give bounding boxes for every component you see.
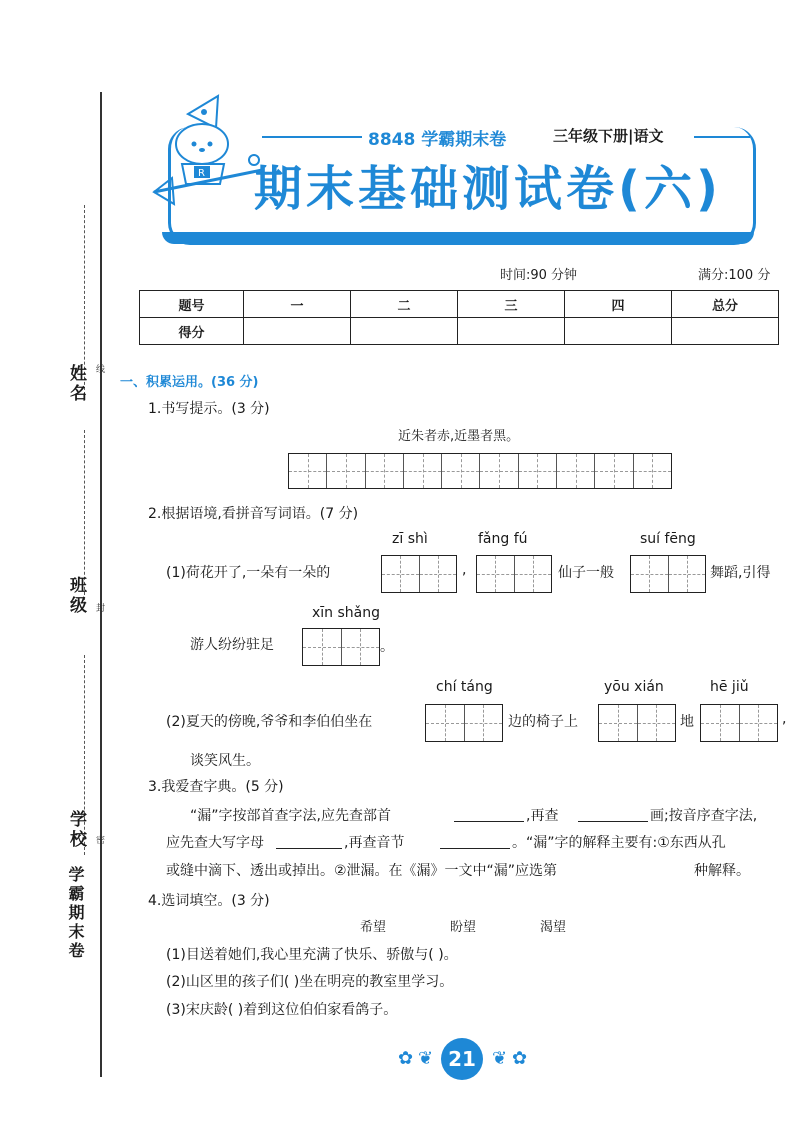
q2-part1-end: 舞蹈,引得 [710,565,771,581]
answer-box-youxian[interactable] [598,704,676,742]
q2-part2b: 谈笑风生。 [190,753,260,769]
answer-box-xinshang[interactable] [302,628,380,666]
table-cell: 题号 [140,291,244,318]
pinyin-zishi: zī shì [392,531,428,547]
seal-mark-line: 线 [96,365,106,375]
table-cell: 二 [351,291,458,318]
table-cell: 得分 [140,318,244,345]
mascot-icon [150,92,268,220]
leaf-icon: ✿ [512,1048,528,1069]
question-2: 2.根据语境,看拼音写词语。(7 分) [148,506,359,522]
answer-box-fangfu[interactable] [476,555,552,593]
q2-part1b-end: 。 [380,639,394,655]
school-label: 学校 [66,810,86,850]
exam-time: 时间:90 分钟 [500,268,578,283]
score-input-cell[interactable] [671,318,778,345]
table-cell: 四 [564,291,671,318]
q3-line1-b: ,再查 [526,808,559,824]
writing-grid[interactable] [288,453,672,489]
word-option: 盼望 [450,920,477,935]
full-score: 满分:100 分 [698,268,771,283]
q2-part2-end: , [782,711,787,727]
table-cell: 三 [458,291,565,318]
q2-comma: , [462,562,467,578]
pinyin-hejiu: hē jiǔ [710,679,749,695]
q2-part1: (1)荷花开了,一朵有一朵的 [166,565,331,581]
q3-line2-b: ,再查音节 [344,835,405,851]
q3-line3-a: 或缝中滴下、透出或掉出。②泄漏。在《漏》一文中“漏”应选第 [166,863,558,879]
answer-blank-syllable[interactable] [440,848,510,849]
leaf-icon: ❦ [418,1048,434,1069]
question-1: 1.书写提示。(3 分) [148,401,270,417]
page-title: 期末基础测试卷(六) [254,161,722,217]
title-banner-bar [162,232,754,244]
answer-box-zishi[interactable] [381,555,457,593]
word-option: 渴望 [540,920,567,935]
class-field-line [84,430,86,600]
q3-line2-a: 应先查大写字母 [166,835,264,851]
q4-sentence-3[interactable]: (3)宋庆龄( )着到这位伯伯家看鸽子。 [166,1002,398,1018]
pinyin-fangfu: fǎng fú [478,531,528,547]
table-row [140,318,779,345]
q2-part2-mid: 边的椅子上 [508,714,578,730]
section-title: 一、积累运用。(36 分) [120,375,259,390]
class-label: 班级 [66,576,86,616]
score-input-cell[interactable] [564,318,671,345]
series-rule-right [694,136,750,138]
q4-sentence-1[interactable]: (1)目送着她们,我心里充满了快乐、骄傲与( )。 [166,947,458,963]
series-rule-left [262,136,362,138]
leaf-icon: ✿ [398,1048,414,1069]
pinyin-xinshang: xīn shǎng [312,605,381,621]
word-option: 希望 [360,920,387,935]
question-3: 3.我爱查字典。(5 分) [148,779,284,795]
q2-part1-mid: 仙子一般 [558,565,614,581]
brand-label: 学霸期末卷 [66,866,85,961]
page-number: 21 [441,1038,483,1080]
q3-line2-c: 。“漏”字的解释主要有:①东西从孔 [512,835,726,851]
name-label: 姓名 [66,364,86,404]
binding-line [100,92,102,1077]
q3-line3-b: 种解释。 [694,863,750,879]
answer-blank-radical[interactable] [454,821,524,822]
q3-line1-c: 画;按音序查字法, [650,808,758,824]
pinyin-suifeng: suí fēng [640,531,696,547]
pinyin-youxian: yōu xián [604,679,664,695]
answer-blank-letter[interactable] [276,848,342,849]
q3-line1-a: “漏”字按部首查字法,应先查部首 [190,808,391,824]
q2-part1b: 游人纷纷驻足 [190,637,274,653]
series-name: 8848 学霸期末卷 [368,130,507,150]
score-input-cell[interactable] [244,318,351,345]
copy-sentence: 近朱者赤,近墨者黑。 [398,429,520,444]
pinyin-chitang: chí táng [436,679,493,695]
table-row [140,291,779,318]
grade-subject: 三年级下册|语文 [553,127,664,145]
score-table [139,290,779,345]
answer-blank-strokes[interactable] [578,821,648,822]
score-input-cell[interactable] [351,318,458,345]
leaf-icon: ❦ [492,1048,508,1069]
q2-part2-di: 地 [680,714,694,730]
mascot-badge: R [198,168,205,179]
seal-mark-seal: 封 [96,604,106,614]
q2-part2: (2)夏天的傍晚,爷爷和李伯伯坐在 [166,714,373,730]
table-cell: 一 [244,291,351,318]
seal-mark-secret: 密 [96,836,106,846]
table-cell: 总分 [671,291,778,318]
answer-box-suifeng[interactable] [630,555,706,593]
answer-box-hejiu[interactable] [700,704,778,742]
answer-box-chitang[interactable] [425,704,503,742]
question-4: 4.选词填空。(3 分) [148,893,270,909]
q4-sentence-2[interactable]: (2)山区里的孩子们( )坐在明亮的教室里学习。 [166,974,454,990]
score-input-cell[interactable] [458,318,565,345]
